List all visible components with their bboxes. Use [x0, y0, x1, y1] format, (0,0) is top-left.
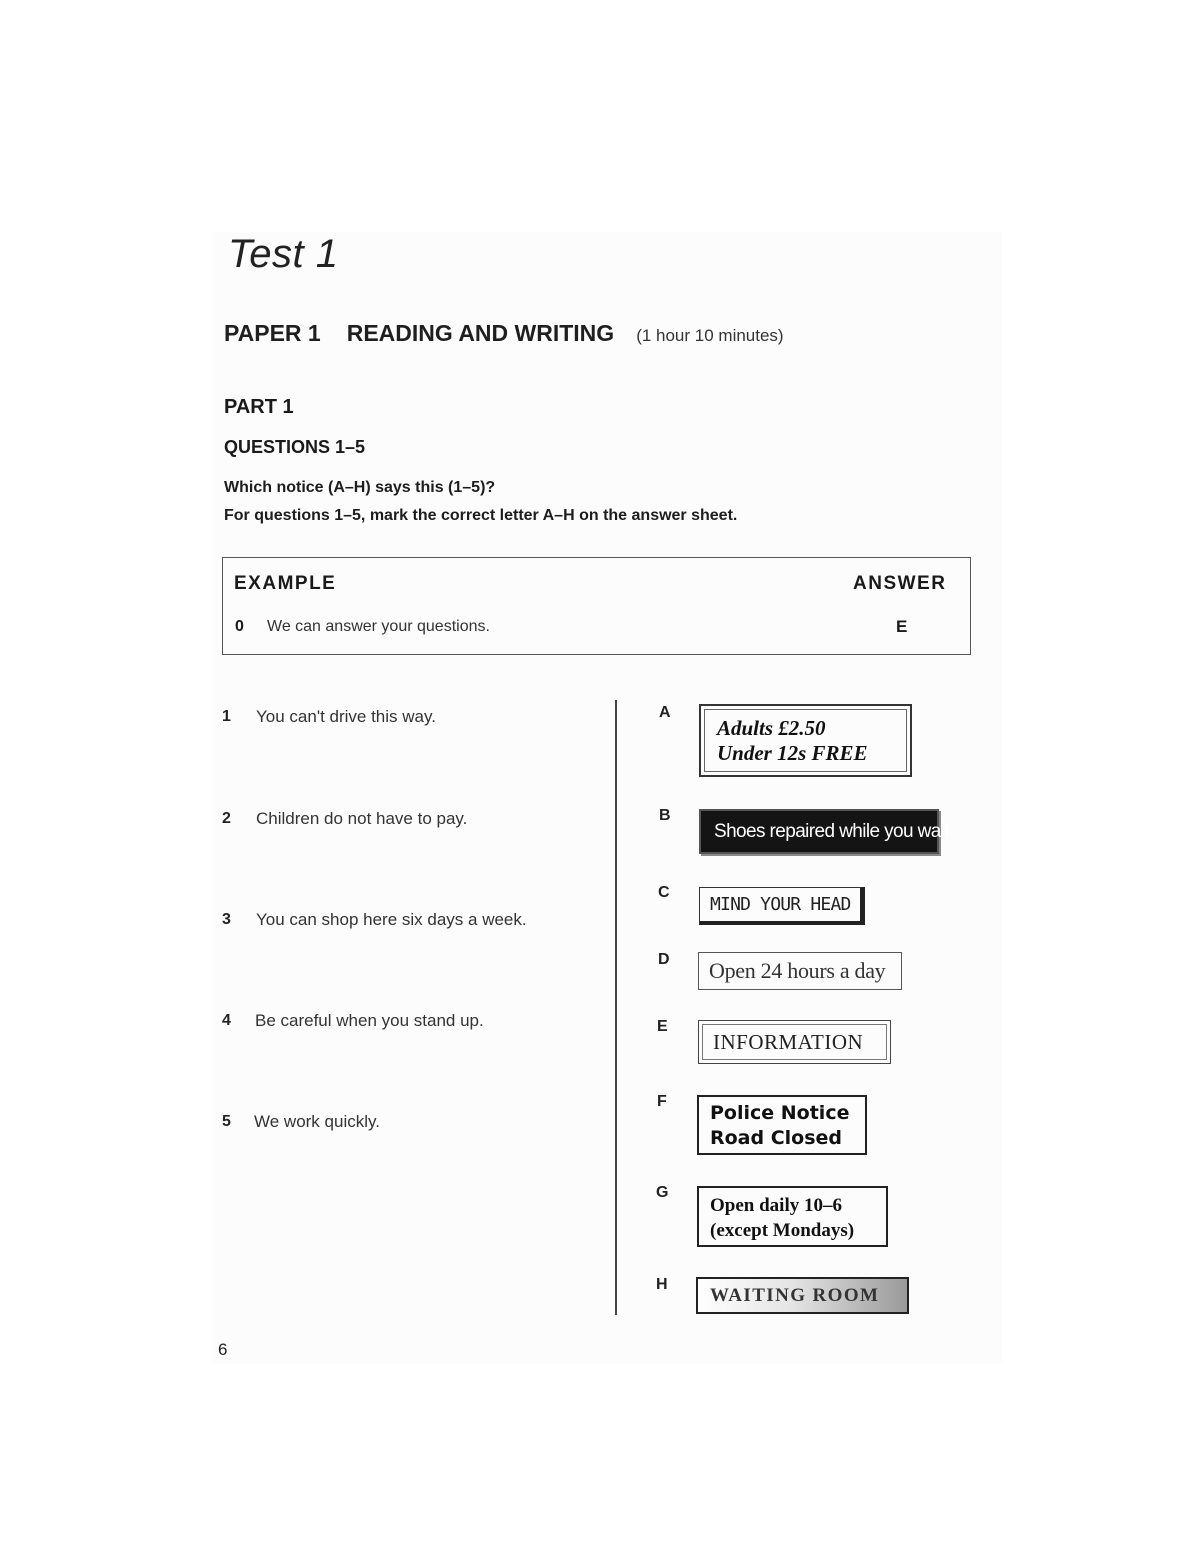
question-text: Children do not have to pay.	[256, 809, 468, 828]
test-title: Test 1	[228, 232, 339, 276]
paper-heading	[224, 320, 784, 347]
notice-line: Under 12s FREE	[717, 741, 868, 765]
notice-a	[699, 704, 912, 777]
instruction-mark-answer: For questions 1–5, mark the correct letter A–H on the answer sheet.	[224, 507, 738, 524]
notice-letter: C	[658, 884, 670, 901]
notice-letter: D	[658, 951, 670, 968]
questions-range: QUESTIONS 1–5	[224, 437, 366, 457]
question-text: You can shop here six days a week.	[256, 910, 527, 929]
question-number: 1	[222, 708, 231, 725]
question-number: 2	[222, 810, 231, 827]
paper-duration: (1 hour 10 minutes)	[636, 326, 784, 345]
example-answer: E	[896, 617, 908, 636]
example-label: EXAMPLE	[234, 573, 337, 594]
column-divider	[615, 700, 617, 1315]
answer-label: ANSWER	[853, 573, 947, 594]
notice-c: MIND YOUR HEAD	[699, 887, 865, 925]
question-text: Be careful when you stand up.	[255, 1011, 484, 1030]
page-number: 6	[218, 1340, 228, 1359]
notice-line: Adults £2.50	[717, 716, 826, 740]
notice-letter: H	[656, 1276, 668, 1293]
example-box	[222, 557, 971, 655]
notice-letter: G	[656, 1184, 669, 1201]
notice-letter: E	[657, 1018, 668, 1035]
notice-f	[697, 1095, 867, 1155]
notice-e	[698, 1020, 891, 1064]
paper-number: PAPER 1	[224, 320, 321, 346]
question-number: 5	[222, 1113, 231, 1130]
question-text: You can't drive this way.	[256, 707, 436, 726]
notice-line: Open daily 10–6	[710, 1195, 842, 1216]
paper-name: READING AND WRITING	[346, 320, 615, 346]
notice-b: Shoes repaired while you wait	[699, 809, 939, 854]
notice-letter: B	[659, 807, 671, 824]
instruction-which-notice: Which notice (A–H) says this (1–5)?	[224, 479, 496, 496]
notice-letter: F	[657, 1093, 667, 1110]
notice-letter: A	[659, 704, 671, 721]
notice-h: WAITING ROOM	[696, 1277, 909, 1314]
notice-line: Road Closed	[710, 1127, 843, 1149]
notice-d: Open 24 hours a day	[698, 952, 902, 990]
example-text: We can answer your questions.	[267, 618, 490, 635]
notice-line: (except Mondays)	[710, 1220, 855, 1241]
question-number: 3	[222, 911, 231, 928]
example-number: 0	[235, 618, 244, 635]
notice-line: INFORMATION	[702, 1024, 887, 1060]
notice-line: Police Notice	[710, 1102, 850, 1124]
part-title: PART 1	[224, 396, 294, 418]
notice-g	[697, 1186, 888, 1247]
question-text: We work quickly.	[254, 1112, 380, 1131]
question-number: 4	[222, 1012, 231, 1029]
